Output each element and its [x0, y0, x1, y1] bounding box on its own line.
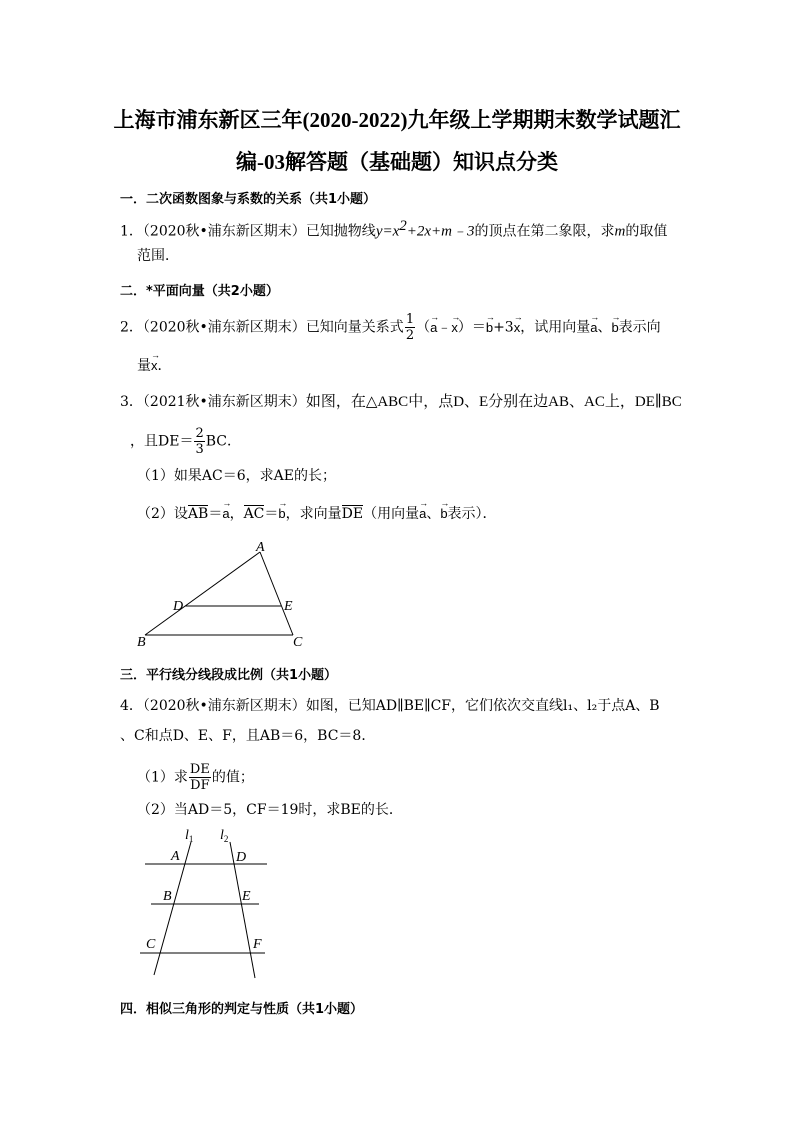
vector-DE: DE	[341, 506, 364, 522]
question-source: （2020秋•浦东新区期末）	[142, 319, 306, 336]
label-l1-letter: l	[185, 828, 189, 843]
label-C: C	[293, 635, 303, 650]
label-l1	[185, 828, 193, 844]
label-B: B	[137, 635, 146, 650]
label-F: F	[253, 937, 262, 952]
fraction-denominator: DF	[190, 778, 210, 793]
question-text: 的取值	[625, 223, 668, 240]
label-l1-subscript: 1	[188, 834, 194, 844]
fraction	[194, 426, 204, 457]
question-4-part2: （2）当AD＝5，CF＝19时，求BE的长．	[137, 802, 403, 818]
fraction-denominator: 2	[405, 328, 415, 343]
operator: ）＝	[457, 319, 486, 336]
vector-x: x →	[151, 356, 158, 376]
operator: ＝	[208, 506, 223, 522]
question-text: 的顶点在第二象限，求	[474, 223, 615, 240]
question-text: ．	[157, 358, 172, 374]
question-number: 4．	[120, 698, 143, 714]
question-4-line2: 、C和点D、E、F，且AB＝6，BC＝8．	[120, 728, 376, 744]
vector-a: a →	[590, 318, 597, 338]
label-l2	[220, 828, 228, 844]
label-A: A	[256, 540, 265, 555]
vector-a: a →	[430, 318, 437, 338]
question-4-line1	[120, 696, 660, 716]
formula: y=x	[375, 223, 400, 240]
vector-b: b →	[486, 318, 493, 338]
question-number: 2．	[120, 319, 143, 336]
question-source: （2021秋•浦东新区期末）	[142, 394, 306, 410]
label-B: B	[163, 889, 172, 904]
question-4-part1	[137, 762, 254, 793]
question-2-line1: 2．（2020秋•浦东新区期末）已知向量关系式 $\frac{1}{2}$ （a →﹣x →）＝b →+3x →，试用向量a →、b →表示向	[120, 312, 661, 343]
parallel-lines-figure	[135, 826, 275, 986]
label-E: E	[242, 889, 251, 904]
question-1-line1	[120, 216, 667, 242]
vector-b: b →	[278, 504, 285, 524]
variable: m	[614, 223, 626, 240]
question-text: 已知向量关系式	[305, 319, 404, 336]
fraction-numerator: 2	[195, 426, 204, 441]
question-text: 量	[137, 358, 151, 374]
label-D: D	[173, 599, 184, 614]
question-1-line2: 范围．	[137, 248, 179, 264]
question-3-part2	[137, 504, 497, 524]
question-text: ，试用向量	[520, 319, 591, 336]
formula-exponent: 2	[399, 218, 407, 234]
question-text: ，且DE＝	[130, 433, 194, 450]
operator: +3	[493, 319, 514, 336]
question-text: 表示向	[618, 319, 661, 336]
question-number: 1．	[120, 223, 143, 240]
vector-b: b →	[440, 504, 447, 524]
separator: 、	[597, 319, 612, 336]
side-ba	[145, 552, 260, 635]
separator: 、	[426, 506, 441, 522]
vector-b: b →	[611, 318, 618, 338]
vector-x: x →	[451, 318, 458, 338]
label-C: C	[146, 937, 156, 952]
question-2-line2	[137, 356, 172, 376]
question-text: 的值；	[211, 769, 254, 786]
section-heading-1: 一．二次函数图象与系数的关系（共1小题）	[120, 192, 377, 207]
label-E: E	[284, 599, 293, 614]
label-l2-letter: l	[220, 828, 224, 843]
separator: ，	[229, 506, 244, 522]
question-3-line1	[120, 392, 682, 412]
fraction-denominator: 3	[195, 442, 204, 457]
formula-rest: +2x+m﹣3	[406, 223, 475, 240]
question-3-line2	[130, 426, 241, 457]
question-number: 3．	[120, 394, 143, 410]
fraction	[189, 762, 211, 793]
section-heading-2: 二．*平面向量（共2小题）	[120, 284, 279, 299]
question-source: （2020秋•浦东新区期末）	[142, 223, 306, 240]
fraction-numerator: 1	[405, 312, 415, 327]
question-text: 已知抛物线	[305, 223, 376, 240]
vector-AC: AC	[243, 506, 265, 522]
section-heading-4: 四．相似三角形的判定与性质（共1小题）	[120, 1002, 364, 1017]
question-text: 如图，在△ABC中，点D、E分别在边AB、AC上，DE∥BC	[305, 394, 682, 410]
side-ac	[260, 552, 293, 635]
operator: ＝	[264, 506, 279, 522]
question-text: BC．	[205, 433, 241, 450]
question-text: 表示）．	[447, 506, 497, 522]
fraction	[405, 312, 415, 343]
label-l2-subscript: 2	[223, 834, 229, 844]
document-title-line2: 编-03解答题（基础题）知识点分类	[236, 150, 558, 174]
vector-x: x →	[514, 318, 521, 338]
question-text: （1）求	[137, 769, 188, 786]
question-text: （2）设	[137, 506, 188, 522]
vector-a: a →	[222, 504, 229, 524]
question-text: （用向量	[363, 506, 420, 522]
vector-a: a →	[419, 504, 426, 524]
question-text: ，求向量	[285, 506, 342, 522]
triangle-figure	[130, 535, 310, 655]
question-text: 如图，已知AD∥BE∥CF，它们依次交直线l₁、l₂于点A、B	[305, 698, 660, 714]
label-A: A	[171, 849, 180, 864]
question-3-part1: （1）如果AC＝6，求AE的长；	[137, 468, 336, 484]
operator: ﹣	[437, 319, 452, 336]
question-source: （2020秋•浦东新区期末）	[142, 698, 306, 714]
fraction-numerator: DE	[189, 762, 210, 777]
document-title-line1: 上海市浦东新区三年(2020-2022)九年级上学期期末数学试题汇	[113, 108, 681, 132]
section-heading-3: 三．平行线分线段成比例（共1小题）	[120, 668, 338, 683]
vector-AB: AB	[187, 506, 209, 522]
label-D: D	[236, 850, 247, 865]
